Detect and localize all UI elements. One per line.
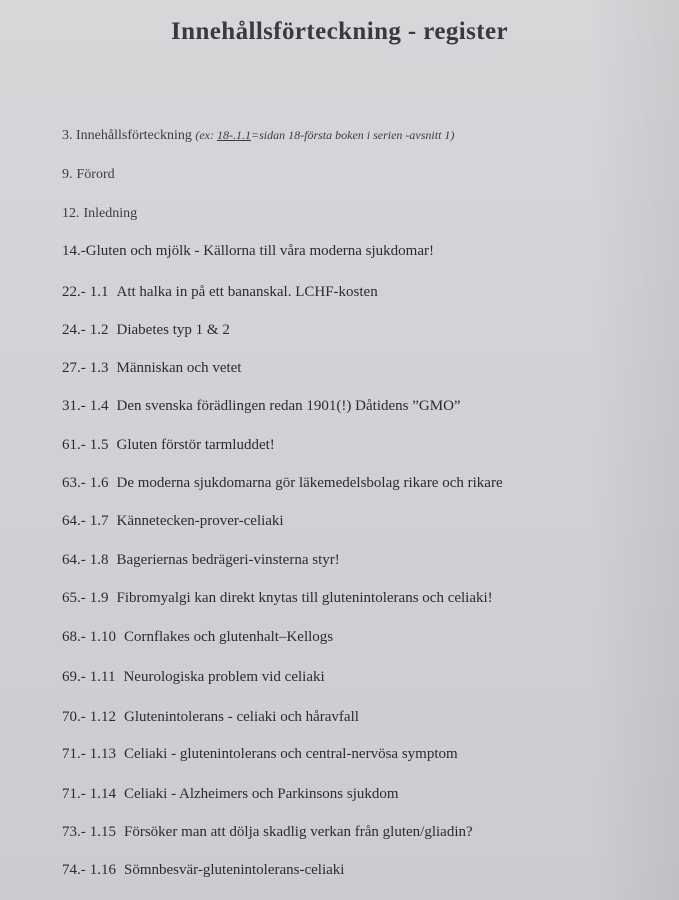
toc-page: 24.- bbox=[62, 322, 86, 338]
toc-page: 27.- bbox=[62, 360, 86, 376]
toc-entry bbox=[62, 786, 399, 803]
toc-section: 1.8 bbox=[89, 552, 109, 568]
toc-title: Fibromyalgi kan direkt knytas till glutenintolerans och celiaki! bbox=[116, 590, 493, 606]
toc-title: Neurologiska problem vid celiaki bbox=[123, 669, 325, 685]
toc-entry bbox=[62, 590, 493, 607]
toc-title: Att halka in på ett bananskal. LCHF-kosten bbox=[116, 284, 378, 300]
toc-title: Gluten förstör tarmluddet! bbox=[116, 437, 275, 453]
toc-section: 1.1 bbox=[89, 284, 109, 300]
toc-title: Bageriernas bedrägeri-vinsterna styr! bbox=[116, 552, 340, 568]
toc-page: 63.- bbox=[62, 475, 86, 491]
toc-section: 1.12 bbox=[89, 709, 116, 725]
toc-note-example: 18-.1.1 bbox=[217, 128, 252, 142]
toc-entry bbox=[62, 824, 473, 841]
toc-title: De moderna sjukdomarna gör läkemedelsbolag rikare och rikare bbox=[116, 475, 503, 491]
toc-title: Kännetecken-prover-celiaki bbox=[116, 513, 284, 529]
toc-section: 1.7 bbox=[89, 513, 109, 529]
toc-entry bbox=[62, 709, 359, 726]
toc-title: Celiaki - glutenintolerans och central-nervösa symptom bbox=[124, 746, 458, 762]
toc-note-rest: =sidan 18-första boken i serien -avsnitt 1) bbox=[251, 128, 455, 142]
toc-page: 3. bbox=[62, 128, 73, 143]
toc-section: 1.14 bbox=[89, 786, 116, 802]
toc-page: 64.- bbox=[62, 552, 86, 568]
toc-section: 1.3 bbox=[89, 360, 109, 376]
toc-section: 1.9 bbox=[89, 590, 109, 606]
toc-title: Inledning bbox=[83, 206, 138, 221]
toc-page: 74.- bbox=[62, 862, 86, 878]
toc-page: 64.- bbox=[62, 513, 86, 529]
toc-note bbox=[195, 128, 454, 142]
toc-page: 68.- bbox=[62, 629, 86, 645]
toc-entry bbox=[62, 398, 461, 415]
toc-entry bbox=[62, 437, 275, 454]
toc-section: 1.5 bbox=[89, 437, 109, 453]
toc-title: Glutenintolerans - celiaki och håravfall bbox=[124, 709, 359, 725]
toc-page: 31.- bbox=[62, 398, 86, 414]
toc-entry bbox=[62, 243, 434, 260]
page-title: Innehållsförteckning - register bbox=[171, 18, 508, 45]
toc-entry bbox=[62, 167, 115, 183]
toc-section: 1.10 bbox=[89, 629, 116, 645]
toc-entry bbox=[62, 746, 458, 763]
toc-page: 9. bbox=[62, 167, 73, 182]
toc-page: 70.- bbox=[62, 709, 86, 725]
toc-entry bbox=[62, 284, 378, 301]
toc-title: Celiaki - Alzheimers och Parkinsons sjukdom bbox=[124, 786, 399, 802]
toc-page: 69.- bbox=[62, 669, 86, 685]
toc-page: 22.- bbox=[62, 284, 86, 300]
toc-entry bbox=[62, 475, 503, 492]
toc-entry bbox=[62, 322, 230, 339]
toc-entry bbox=[62, 669, 325, 686]
toc-page: 71.- bbox=[62, 786, 86, 802]
toc-entry bbox=[62, 629, 333, 646]
toc-entry bbox=[62, 862, 344, 879]
toc-page: 12. bbox=[62, 206, 80, 221]
toc-page: 61.- bbox=[62, 437, 86, 453]
toc-page: 14.- bbox=[62, 243, 86, 259]
toc-entry-intro bbox=[62, 128, 454, 144]
toc-title: Innehållsförteckning bbox=[76, 128, 192, 143]
toc-title: Människan och vetet bbox=[116, 360, 242, 376]
toc-page: 73.- bbox=[62, 824, 86, 840]
toc-entry bbox=[62, 360, 241, 377]
toc-section: 1.11 bbox=[89, 669, 116, 685]
toc-entry bbox=[62, 513, 284, 530]
toc-section: 1.2 bbox=[89, 322, 109, 338]
toc-section: 1.6 bbox=[89, 475, 109, 491]
toc-section: 1.16 bbox=[89, 862, 116, 878]
toc-title: Cornflakes och glutenhalt–Kellogs bbox=[124, 629, 334, 645]
toc-entry bbox=[62, 206, 137, 222]
toc-note-open: (ex: bbox=[195, 128, 218, 142]
toc-section: 1.13 bbox=[89, 746, 116, 762]
toc-title: Förord bbox=[76, 167, 115, 182]
toc-page: 65.- bbox=[62, 590, 86, 606]
toc-title: Den svenska förädlingen redan 1901(!) Dåtidens ”GMO” bbox=[116, 398, 461, 414]
toc-page: 71.- bbox=[62, 746, 86, 762]
toc-title: Försöker man att dölja skadlig verkan från gluten/gliadin? bbox=[124, 824, 473, 840]
toc-section: 1.4 bbox=[89, 398, 109, 414]
toc-title: Sömnbesvär-glutenintolerans-celiaki bbox=[124, 862, 345, 878]
toc-title: Diabetes typ 1 & 2 bbox=[116, 322, 230, 338]
toc-entry bbox=[62, 552, 340, 569]
toc-section: 1.15 bbox=[89, 824, 116, 840]
toc-title: Gluten och mjölk - Källorna till våra moderna sjukdomar! bbox=[85, 243, 434, 259]
